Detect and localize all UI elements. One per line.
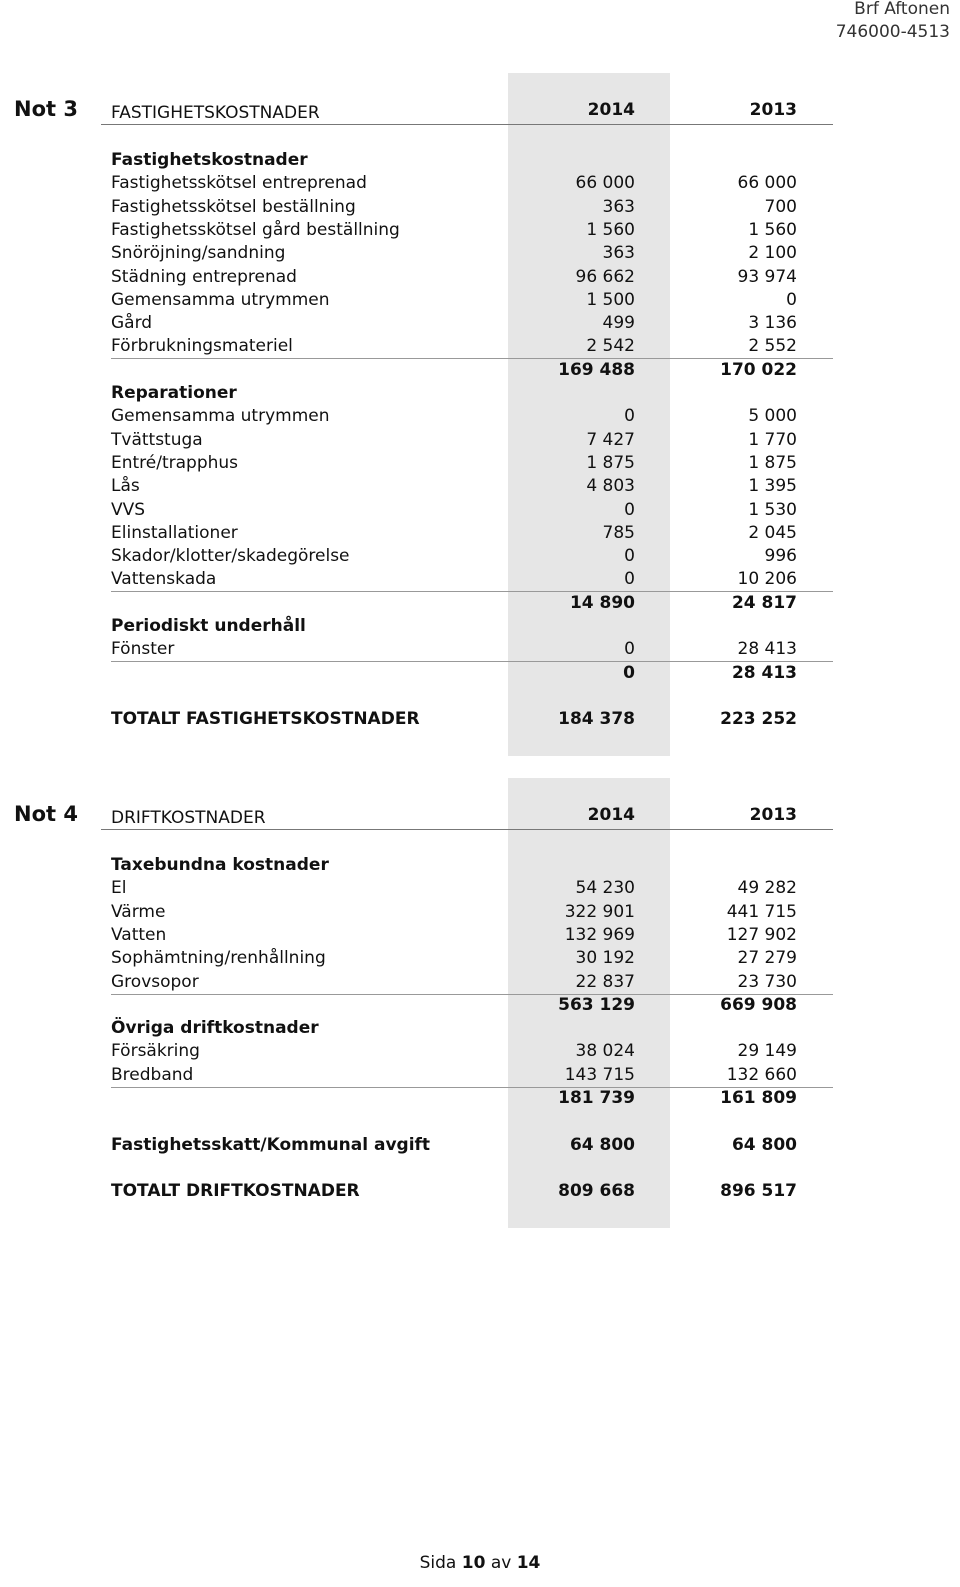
value-previous-year: 5 000 <box>748 406 797 427</box>
row-label: Elinstallationer <box>111 522 238 543</box>
footer-total: 14 <box>516 1553 541 1573</box>
table-row <box>111 405 833 428</box>
value-current-year: 0 <box>624 546 635 567</box>
value-current-year: 54 230 <box>575 878 635 899</box>
value-previous-year: 1 770 <box>748 429 797 450</box>
table-row <box>111 196 833 219</box>
table-row <box>111 901 833 924</box>
table-row <box>111 971 833 995</box>
row-label: Försäkring <box>111 1041 200 1062</box>
table-row <box>111 289 833 312</box>
value-current-year: 66 000 <box>575 173 635 194</box>
value-current-year: 132 969 <box>564 924 635 945</box>
year-previous-header: 2013 <box>749 805 797 825</box>
row-label: TOTALT DRIFTKOSTNADER <box>111 1181 360 1202</box>
row-label: Skador/klotter/skadegörelse <box>111 546 350 567</box>
row-label: Vatten <box>111 924 167 945</box>
row-label: Tvättstuga <box>111 429 203 450</box>
row-label: Lås <box>111 476 140 497</box>
value-previous-year: 0 <box>786 289 797 310</box>
footer-page: 10 <box>461 1553 486 1573</box>
row-label: Fastighetsskötsel gård beställning <box>111 219 400 240</box>
value-previous-year: 28 413 <box>731 662 797 683</box>
value-previous-year: 132 660 <box>726 1064 797 1085</box>
value-current-year: 785 <box>602 522 635 543</box>
total-row <box>111 592 833 615</box>
value-previous-year: 23 730 <box>737 971 797 992</box>
note-number: Not 4 <box>14 802 78 826</box>
row-label: Periodiskt underhåll <box>111 616 306 636</box>
total-row <box>111 708 833 731</box>
table-row <box>111 266 833 289</box>
table-row <box>111 1064 833 1088</box>
value-previous-year: 64 800 <box>731 1134 797 1155</box>
value-current-year: 363 <box>602 196 635 217</box>
table-row <box>111 924 833 947</box>
value-previous-year: 127 902 <box>726 924 797 945</box>
note-header <box>0 796 833 832</box>
table-row <box>111 568 833 592</box>
year-current-header: 2014 <box>587 100 635 120</box>
value-previous-year: 1 530 <box>748 499 797 520</box>
value-previous-year: 2 552 <box>748 336 797 357</box>
table-row <box>111 947 833 970</box>
row-label: VVS <box>111 499 146 520</box>
value-previous-year: 161 809 <box>720 1088 797 1108</box>
value-current-year: 7 427 <box>586 429 635 450</box>
row-label: Gemensamma utrymmen <box>111 289 330 310</box>
value-previous-year: 170 022 <box>720 359 797 380</box>
row-label: Bredband <box>111 1064 194 1085</box>
value-current-year: 2 542 <box>586 336 635 357</box>
note-title: FASTIGHETSKOSTNADER <box>111 103 320 123</box>
value-previous-year: 223 252 <box>720 709 797 730</box>
row-label: Gård <box>111 313 153 334</box>
row-label: Förbrukningsmateriel <box>111 336 293 357</box>
value-current-year: 0 <box>624 499 635 520</box>
header-divider <box>101 124 833 125</box>
value-current-year: 30 192 <box>575 948 635 969</box>
row-label: Entré/trapphus <box>111 452 239 473</box>
section-heading-row <box>111 854 833 877</box>
row-label: Snöröjning/sandning <box>111 243 286 264</box>
row-label: Sophämtning/renhållning <box>111 948 326 969</box>
total-row <box>111 1087 833 1110</box>
section-heading-row <box>111 149 833 172</box>
value-previous-year: 1 560 <box>748 219 797 240</box>
table-row <box>111 219 833 242</box>
row-label: Värme <box>111 901 166 922</box>
row-label: El <box>111 878 127 899</box>
value-current-year: 14 890 <box>569 592 635 613</box>
section-heading-row <box>111 382 833 405</box>
value-previous-year: 66 000 <box>737 173 797 194</box>
value-previous-year: 3 136 <box>748 313 797 334</box>
table-row <box>111 429 833 452</box>
value-current-year: 0 <box>624 406 635 427</box>
value-current-year: 1 875 <box>586 452 635 473</box>
header-divider <box>101 829 833 830</box>
value-previous-year: 10 206 <box>737 569 797 590</box>
row-label: Gemensamma utrymmen <box>111 406 330 427</box>
value-current-year: 0 <box>624 639 635 660</box>
row-label: Reparationer <box>111 383 237 403</box>
note-header <box>0 91 833 127</box>
row-label: Taxebundna kostnader <box>111 855 329 875</box>
section-heading-row <box>111 615 833 638</box>
value-previous-year: 996 <box>764 546 797 567</box>
table-row <box>111 475 833 498</box>
table-row <box>111 172 833 195</box>
value-previous-year: 896 517 <box>720 1181 797 1202</box>
table-row <box>111 877 833 900</box>
row-label: Städning entreprenad <box>111 266 297 287</box>
total-row <box>111 1180 833 1203</box>
value-previous-year: 2 045 <box>748 522 797 543</box>
table-row <box>111 335 833 359</box>
row-label: Övriga driftkostnader <box>111 1018 319 1039</box>
table-row <box>111 499 833 522</box>
page-footer <box>0 1553 960 1573</box>
note-number: Not 3 <box>14 97 78 121</box>
value-current-year: 181 739 <box>558 1088 635 1108</box>
value-current-year: 143 715 <box>564 1064 635 1085</box>
value-previous-year: 49 282 <box>737 878 797 899</box>
value-previous-year: 669 908 <box>720 994 797 1015</box>
total-row <box>111 662 833 685</box>
row-label: TOTALT FASTIGHETSKOSTNADER <box>111 709 420 730</box>
value-previous-year: 24 817 <box>731 592 797 613</box>
value-current-year: 563 129 <box>558 994 635 1015</box>
row-label: Vattenskada <box>111 569 217 590</box>
value-current-year: 169 488 <box>558 359 635 380</box>
spacer-row <box>111 1157 833 1180</box>
table-row <box>111 638 833 662</box>
spacer-row <box>111 1110 833 1133</box>
value-previous-year: 29 149 <box>737 1041 797 1062</box>
value-previous-year: 1 875 <box>748 452 797 473</box>
row-label: Fastighetsskötsel beställning <box>111 196 356 217</box>
value-current-year: 809 668 <box>558 1181 635 1202</box>
value-current-year: 0 <box>624 569 635 590</box>
value-current-year: 363 <box>602 243 635 264</box>
total-row <box>111 359 833 382</box>
footer-middle: av <box>490 1553 512 1573</box>
table-row <box>111 452 833 475</box>
value-current-year: 1 560 <box>586 219 635 240</box>
value-current-year: 38 024 <box>575 1041 635 1062</box>
value-previous-year: 1 395 <box>748 476 797 497</box>
value-current-year: 64 800 <box>569 1134 635 1155</box>
value-current-year: 96 662 <box>575 266 635 287</box>
table-row <box>111 522 833 545</box>
value-current-year: 499 <box>602 313 635 334</box>
page-header <box>836 0 950 44</box>
value-current-year: 0 <box>623 662 635 683</box>
section-heading-row <box>111 1017 833 1040</box>
value-previous-year: 700 <box>764 196 797 217</box>
year-current-header: 2014 <box>587 805 635 825</box>
row-label: Fönster <box>111 639 175 660</box>
org-number: 746000-4513 <box>835 22 950 42</box>
value-current-year: 184 378 <box>558 709 635 730</box>
value-current-year: 4 803 <box>586 476 635 497</box>
year-previous-header: 2013 <box>749 100 797 120</box>
total-row <box>111 1134 833 1157</box>
value-current-year: 22 837 <box>575 971 635 992</box>
footer-prefix: Sida <box>419 1553 457 1573</box>
row-label: Fastighetsskatt/Kommunal avgift <box>111 1134 431 1155</box>
row-label: Grovsopor <box>111 971 199 992</box>
table-row <box>111 242 833 265</box>
table-row <box>111 545 833 568</box>
value-current-year: 322 901 <box>564 901 635 922</box>
org-name: Brf Aftonen <box>854 0 950 19</box>
value-previous-year: 441 715 <box>726 901 797 922</box>
total-row <box>111 994 833 1017</box>
value-previous-year: 2 100 <box>748 243 797 264</box>
table-row <box>111 1040 833 1063</box>
row-label: Fastighetsskötsel entreprenad <box>111 173 367 194</box>
note-title: DRIFTKOSTNADER <box>111 808 266 828</box>
value-previous-year: 28 413 <box>737 639 797 660</box>
value-current-year: 1 500 <box>586 289 635 310</box>
spacer-row <box>111 685 833 708</box>
table-row <box>111 312 833 335</box>
row-label: Fastighetskostnader <box>111 150 308 170</box>
value-previous-year: 93 974 <box>737 266 797 287</box>
value-previous-year: 27 279 <box>737 948 797 969</box>
